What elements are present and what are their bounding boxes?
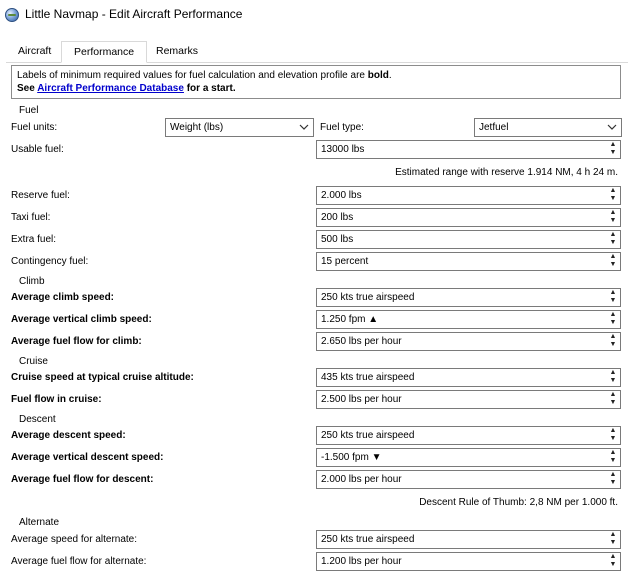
descent-vertical-speed-spinbox[interactable]: -1.500 fpm ▼ ▲ ▼ [316, 448, 621, 467]
spin-down-icon[interactable]: ▼ [609, 195, 617, 202]
spin-down-icon[interactable]: ▼ [609, 377, 617, 384]
spin-down-icon[interactable]: ▼ [609, 239, 617, 246]
info-box [11, 65, 621, 99]
spin-up-icon[interactable]: ▲ [609, 231, 617, 238]
spin-down-icon[interactable]: ▼ [609, 319, 617, 326]
spin-up-icon[interactable]: ▲ [609, 333, 617, 340]
taxi-fuel-label: Taxi fuel: [11, 212, 51, 223]
fuel-type-label: Fuel type: [320, 122, 364, 133]
fuel-units-label: Fuel units: [11, 122, 58, 133]
spin-up-icon[interactable]: ▲ [609, 187, 617, 194]
spin-down-icon[interactable]: ▼ [609, 341, 617, 348]
descent-speed-label: Average descent speed: [11, 430, 126, 441]
extra-fuel-label: Extra fuel: [11, 234, 57, 245]
spin-up-icon[interactable]: ▲ [609, 427, 617, 434]
chevron-down-icon [607, 121, 617, 133]
descent-group-label: Descent [19, 414, 56, 425]
alternate-speed-label: Average speed for alternate: [11, 534, 138, 545]
descent-fuel-flow-label: Average fuel flow for descent: [11, 474, 154, 485]
taxi-fuel-spinbox[interactable]: 200 lbs ▲ ▼ [316, 208, 621, 227]
spin-up-icon[interactable]: ▲ [609, 449, 617, 456]
cruise-fuel-flow-spinbox[interactable]: 2.500 lbs per hour ▲ ▼ [316, 390, 621, 409]
alternate-fuel-flow-label: Average fuel flow for alternate: [11, 556, 147, 567]
info-line-1: Labels of minimum required values for fuel calculation and elevation profile are bold. [17, 70, 392, 81]
cruise-speed-spinbox[interactable]: 435 kts true airspeed ▲ ▼ [316, 368, 621, 387]
spin-up-icon[interactable]: ▲ [609, 391, 617, 398]
contingency-fuel-label: Contingency fuel: [11, 256, 89, 267]
spin-down-icon[interactable]: ▼ [609, 217, 617, 224]
climb-fuel-flow-label: Average fuel flow for climb: [11, 336, 142, 347]
climb-group-label: Climb [19, 276, 45, 287]
tab-bar [6, 41, 626, 63]
spin-up-icon[interactable]: ▲ [609, 253, 617, 260]
tab-remarks[interactable]: Remarks [156, 45, 199, 57]
spin-up-icon[interactable]: ▲ [609, 209, 617, 216]
spin-down-icon[interactable]: ▼ [609, 539, 617, 546]
alternate-speed-spinbox[interactable]: 250 kts true airspeed ▲ ▼ [316, 530, 621, 549]
spin-down-icon[interactable]: ▼ [609, 261, 617, 268]
spin-up-icon[interactable]: ▲ [609, 141, 617, 148]
usable-fuel-label: Usable fuel: [11, 144, 64, 155]
globe-icon [5, 8, 19, 22]
cruise-group-label: Cruise [19, 356, 48, 367]
contingency-fuel-spinbox[interactable]: 15 percent ▲ ▼ [316, 252, 621, 271]
spin-up-icon[interactable]: ▲ [609, 553, 617, 560]
extra-fuel-spinbox[interactable]: 500 lbs ▲ ▼ [316, 230, 621, 249]
fuel-group-label: Fuel [19, 105, 39, 116]
window-title: Little Navmap - Edit Aircraft Performance [25, 7, 243, 21]
spin-up-icon[interactable]: ▲ [609, 471, 617, 478]
alternate-fuel-flow-spinbox[interactable]: 1.200 lbs per hour ▲ ▼ [316, 552, 621, 571]
spin-up-icon[interactable]: ▲ [609, 311, 617, 318]
info-line-2: See Aircraft Performance Database for a start. [17, 83, 236, 94]
spin-down-icon[interactable]: ▼ [609, 457, 617, 464]
performance-database-link[interactable]: Aircraft Performance Database [37, 83, 184, 94]
cruise-fuel-flow-label: Fuel flow in cruise: [11, 394, 102, 405]
descent-speed-spinbox[interactable]: 250 kts true airspeed ▲ ▼ [316, 426, 621, 445]
range-note: Estimated range with reserve 1.914 NM, 4 h 24 m. [395, 167, 618, 178]
spin-up-icon[interactable]: ▲ [609, 289, 617, 296]
reserve-fuel-spinbox[interactable]: 2.000 lbs ▲ ▼ [316, 186, 621, 205]
descent-rule-note: Descent Rule of Thumb: 2,8 NM per 1.000 ft. [419, 497, 618, 508]
spin-up-icon[interactable]: ▲ [609, 531, 617, 538]
spin-down-icon[interactable]: ▼ [609, 479, 617, 486]
tab-aircraft[interactable]: Aircraft [18, 45, 52, 57]
spin-down-icon[interactable]: ▼ [609, 435, 617, 442]
climb-vertical-speed-label: Average vertical climb speed: [11, 314, 152, 325]
climb-fuel-flow-spinbox[interactable]: 2.650 lbs per hour ▲ ▼ [316, 332, 621, 351]
spin-up-icon[interactable]: ▲ [609, 369, 617, 376]
reserve-fuel-label: Reserve fuel: [11, 190, 70, 201]
descent-vertical-speed-label: Average vertical descent speed: [11, 452, 164, 463]
fuel-type-select[interactable]: Jetfuel [474, 118, 622, 137]
chevron-down-icon [299, 121, 309, 133]
cruise-speed-label: Cruise speed at typical cruise altitude: [11, 372, 194, 383]
descent-fuel-flow-spinbox[interactable]: 2.000 lbs per hour ▲ ▼ [316, 470, 621, 489]
alternate-group-label: Alternate [19, 517, 60, 528]
tab-performance[interactable]: Performance [61, 41, 147, 63]
spin-down-icon[interactable]: ▼ [609, 561, 617, 568]
spin-down-icon[interactable]: ▼ [609, 399, 617, 406]
spin-down-icon[interactable]: ▼ [609, 297, 617, 304]
usable-fuel-spinbox[interactable]: 13000 lbs ▲ ▼ [316, 140, 621, 159]
title-bar [0, 0, 632, 30]
climb-speed-spinbox[interactable]: 250 kts true airspeed ▲ ▼ [316, 288, 621, 307]
fuel-units-select[interactable]: Weight (lbs) [165, 118, 314, 137]
spin-down-icon[interactable]: ▼ [609, 149, 617, 156]
climb-speed-label: Average climb speed: [11, 292, 115, 303]
climb-vertical-speed-spinbox[interactable]: 1.250 fpm ▲ ▲ ▼ [316, 310, 621, 329]
